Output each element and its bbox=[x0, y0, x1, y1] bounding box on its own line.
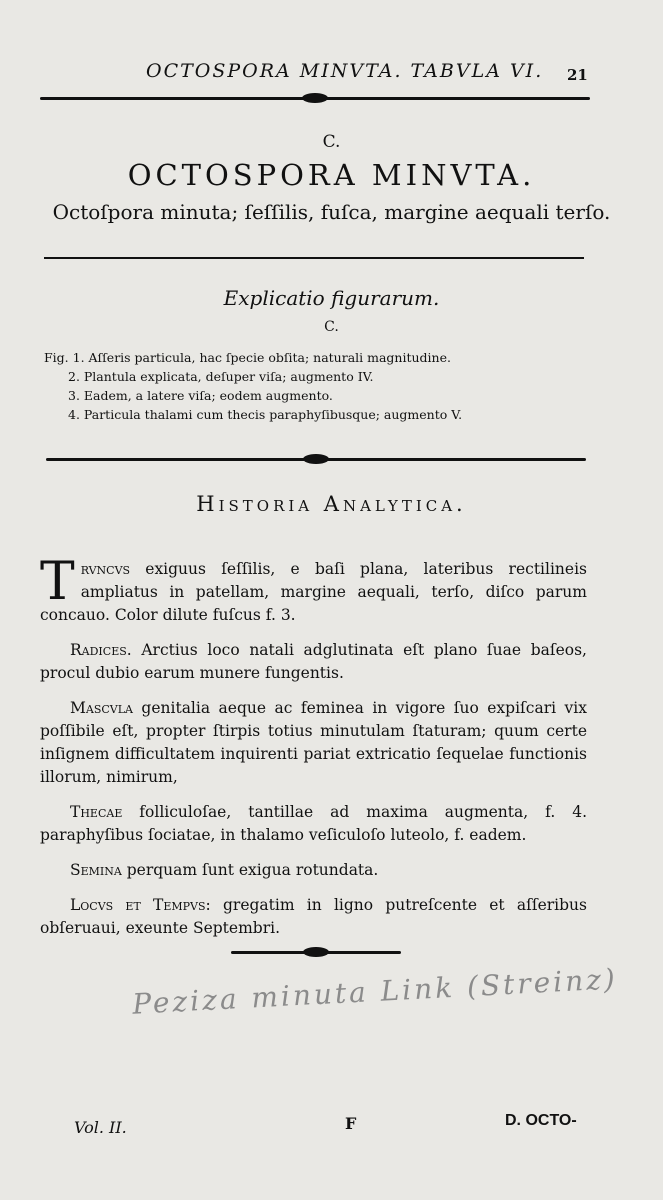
ornamental-rule-bottom bbox=[231, 948, 401, 958]
ornamental-rule-top bbox=[40, 94, 590, 104]
para-lead: Mascvla bbox=[70, 699, 133, 717]
species-letter: C. bbox=[322, 132, 341, 152]
paragraph-locus bbox=[40, 894, 587, 940]
para-text: folliculoſae, tantillae ad maxima augmenta, f. 4. paraphyſibus ſociatae, in thalamo veſiculoſo luteolo, f. eadem. bbox=[40, 803, 587, 844]
page-number: 21 bbox=[567, 66, 588, 84]
handwritten-annotation: Peziza minuta Link (Streinz) bbox=[131, 962, 619, 1021]
figure-item: Fig. 1. Aſſeris particula, hac ſpecie obſita; naturali magnitudine. bbox=[44, 350, 451, 365]
para-lead: Thecae bbox=[70, 803, 123, 821]
catchword: D. OCTO- bbox=[505, 1112, 577, 1129]
paragraph-thecae bbox=[40, 801, 587, 847]
volume-label: Vol. II. bbox=[74, 1118, 127, 1137]
figure-list bbox=[44, 348, 604, 424]
para-text: gregatim in ligno putreſcente et aſſeribus obſeruaui, exeunte Septembri. bbox=[40, 896, 587, 937]
paragraph-semina bbox=[40, 859, 587, 882]
ornamental-rule-middle bbox=[46, 455, 586, 465]
species-diagnosis: Octoſpora minuta; ſeſſilis, fuſca, margine aequali terſo. bbox=[52, 200, 611, 224]
running-head: OCTOSPORA MINVTA. TABVLA VI. bbox=[146, 60, 544, 82]
species-title: OCTOSPORA MINVTA. bbox=[127, 158, 536, 192]
signature-mark: F bbox=[345, 1114, 357, 1133]
paragraph-radices bbox=[40, 639, 587, 685]
para-text: exiguus ſeſſilis, e baſi plana, lateribus rectilineis ampliatus in patellam, margine aequali, terſo, diſco parum concauo. Color dilute fuſcus f. 3. bbox=[40, 560, 587, 624]
historia-title: Historia Analytica. bbox=[196, 492, 467, 516]
figure-item: 3. Eadem, a latere viſa; eodem augmento. bbox=[68, 388, 333, 403]
explicatio-title: Explicatio figurarum. bbox=[223, 286, 440, 310]
figure-item: 4. Particula thalami cum thecis paraphyſibusque; augmento V. bbox=[68, 407, 463, 422]
para-lead: rvncvs bbox=[80, 560, 131, 578]
paragraph-mascula bbox=[40, 697, 587, 789]
paragraph-truncus bbox=[40, 552, 587, 627]
para-text: Arctius loco natali adglutinata eſt plano ſuae baſeos, procul dubio earum munere fungentis. bbox=[40, 641, 587, 682]
historia-body bbox=[40, 552, 587, 940]
para-text: genitalia aeque ac feminea in vigore ſuo expiſcari vix poſſibile eſt, propter ſtirpis totius minutulam ſtaturam; quum certe inſignem difficultatem inquirenti pariat extricatio ſequelae functionis illorum, nimirum, bbox=[40, 699, 587, 786]
figure-item: 2. Plantula explicata, deſuper viſa; augmento IV. bbox=[68, 369, 374, 384]
para-lead: Radices. bbox=[70, 641, 132, 659]
explicatio-letter: C. bbox=[324, 319, 339, 335]
para-lead: Semina bbox=[70, 861, 122, 879]
para-text: perquam ſunt exigua rotundata. bbox=[121, 861, 379, 879]
drop-cap: T bbox=[40, 552, 75, 612]
para-lead: Locvs et Tempvs: bbox=[70, 896, 211, 914]
divider-rule bbox=[44, 257, 584, 259]
